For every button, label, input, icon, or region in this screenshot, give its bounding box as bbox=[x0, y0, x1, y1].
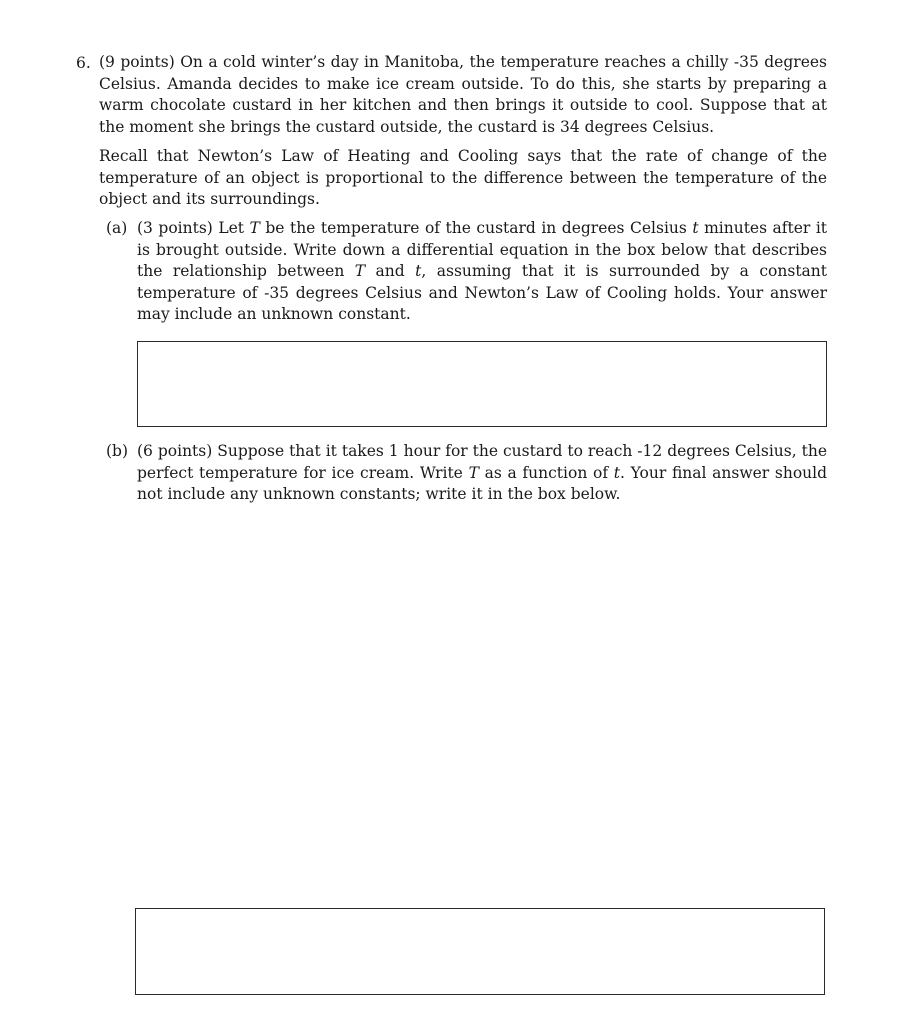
var-t: t bbox=[692, 219, 699, 237]
var-T: T bbox=[468, 463, 479, 482]
var-t: t bbox=[613, 463, 621, 482]
part-a-seg4: and bbox=[365, 262, 416, 281]
part-a-answer-box[interactable] bbox=[137, 341, 827, 427]
part-a-seg1: (3 points) Let bbox=[137, 219, 250, 237]
part-b-seg1: (6 points) Suppose that it takes 1 hour for the custard to reach -12 degrees Celsius, the perfect temperature for ice cream. Write bbox=[137, 442, 827, 482]
part-b-text bbox=[137, 441, 827, 506]
var-t: t bbox=[415, 262, 422, 281]
part-b-seg2: as a function of bbox=[478, 463, 614, 482]
part-a-text bbox=[137, 218, 827, 326]
part-a-label: (a) bbox=[106, 219, 128, 237]
part-b-label: (b) bbox=[106, 442, 129, 460]
var-T: T bbox=[249, 219, 260, 237]
part-a-seg3: minutes after it is brought outside. Write down a differential equation in the box below that describes the relationship between bbox=[137, 219, 828, 281]
part-a-seg2: be the temperature of the custard in degrees Celsius bbox=[259, 219, 693, 237]
var-T: T bbox=[354, 262, 366, 281]
question-intro: (9 points) On a cold winter’s day in Manitoba, the temperature reaches a chilly -35 degrees Celsius. Amanda decides to make ice cream outside. To do this, she starts by preparing a warm chocolate custard in her kitchen and then brings it outside to cool. Suppose that at the moment she brings the custard outside, the custard is 34 degrees Celsius. bbox=[99, 53, 827, 136]
question-number: 6. bbox=[76, 54, 91, 72]
part-a-seg5: , assuming that it is surrounded by a constant temperature of -35 degrees Celsius and Newton’s Law of Cooling holds. Your answer may include an unknown constant. bbox=[137, 262, 828, 324]
part-b-seg3: . Your final answer should not include any unknown constants; write it in the box below. bbox=[137, 463, 828, 504]
newtons-law-recall: Recall that Newton’s Law of Heating and Cooling says that the rate of change of the temperature of an object is proportional to the difference between the temperature of the object and its surroundings. bbox=[99, 147, 827, 209]
part-b-answer-box[interactable] bbox=[135, 908, 825, 995]
